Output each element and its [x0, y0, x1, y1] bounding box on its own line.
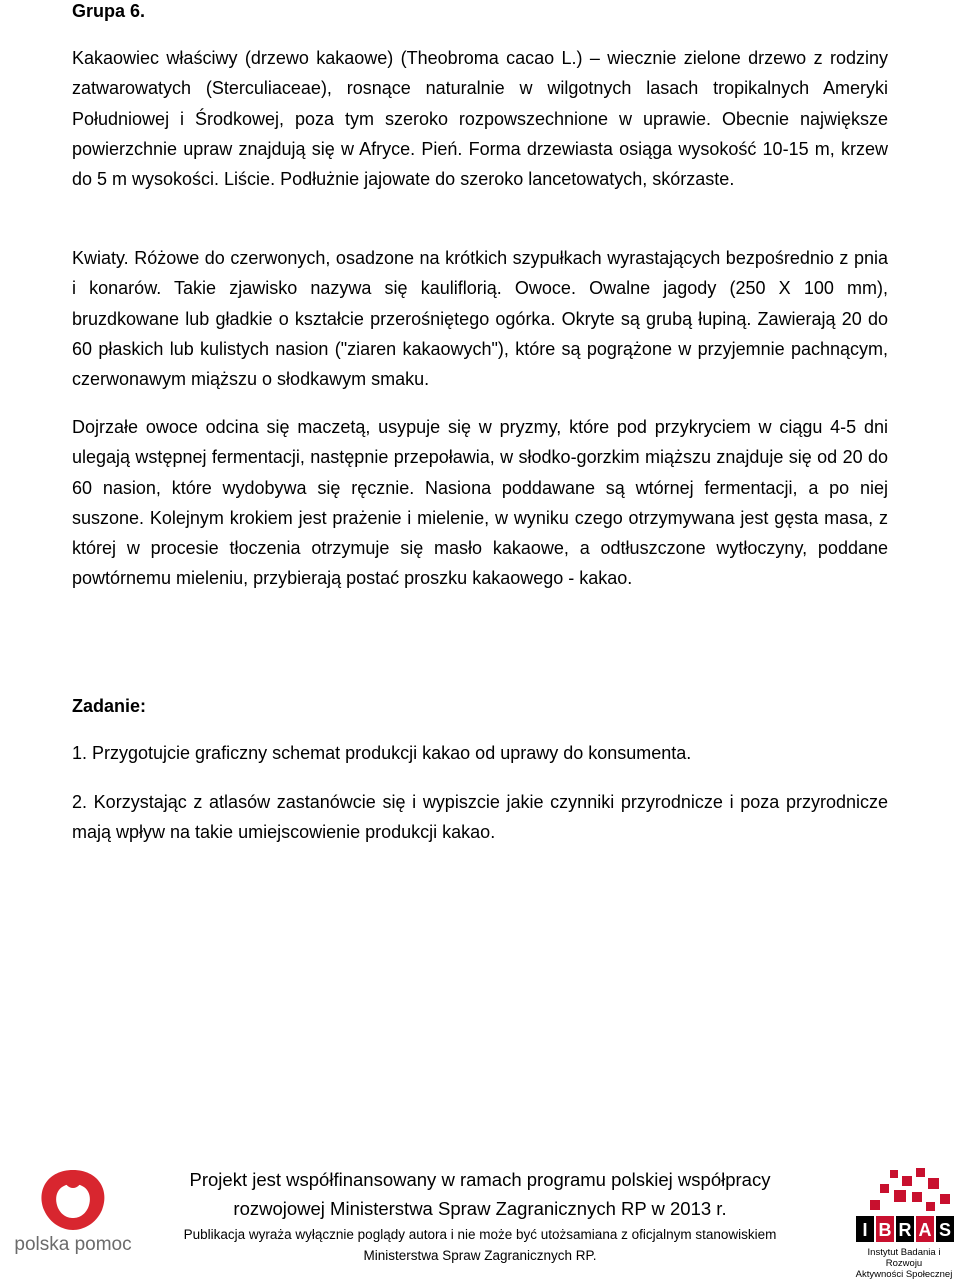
footer-line-1: Projekt jest współfinansowany w ramach programu polskiej współpracy	[189, 1169, 771, 1190]
ibras-letter-i: I	[862, 1220, 868, 1240]
paragraph-cacao-description: Kakaowiec właściwy (drzewo kakaowe) (Theobroma cacao L.) – wiecznie zielone drzewo z rodziny zatwarowatych (Sterculiaceae), rosnące naturalnie w wilgotnych lasach tropikalnych Ameryki Południowej i Środkowej, poza tym szeroko rozpowszechnione w uprawie. Obecnie największe powierzchnie upraw znajdują się w Afryce. Pień. Forma drzewiasta osiąga wysokość 10-15 m, krzew do 5 m wysokości. Liście. Podłużnie jajowate do szeroko lancetowatych, skórzaste.	[72, 48, 888, 190]
ibras-logo	[850, 1168, 958, 1280]
footer-line-2: rozwojowej Ministerstwa Spraw Zagranicznych RP w 2013 r.	[233, 1198, 727, 1219]
ibras-letter-b: B	[878, 1220, 892, 1240]
task-item-2: 2. Korzystając z atlasów zastanówcie się i wypiszcie jakie czynniki przyrodnicze i poza przyrodnicze mają wpływ na takie umiejscowienie produkcji kakao.	[72, 792, 888, 843]
task-heading: Zadanie:	[72, 696, 147, 716]
paragraph-flowers-fruits: Kwiaty. Różowe do czerwonych, osadzone na krótkich szypułkach wyrastających bezpośrednio z pnia i konarów. Takie zjawisko nazywa się kauliflorią. Owoce. Owalne jagody (250 X 100 mm), bruzdkowane lub gładkie o kształcie przerośniętego ogórka. Okryte są grubą łupiną. Zawierają 20 do 60 płaskich lub kulistych nasion ("ziaren kakaowych"), które są pogrążone w przyjemnie pachnącym, czerwonawym miąższu o słodkawym smaku.	[72, 248, 888, 390]
paragraph-processing: Dojrzałe owoce odcina się maczetą, usypuje się w pryzmy, które pod przykryciem w ciągu 4-5 dni ulegają wstępnej fermentacji, następnie przepoławia, w słodko-gorzkim miąższu znajduje się od 20 do 60 nasion, które wydobywa się ręcznie. Nasiona poddawane są wtórnej fermentacji, a po niej suszone. Kolejnym krokiem jest prażenie i mielenie, w wyniku czego otrzymywana jest gęsta masa, z której w procesie tłoczenia otrzymuje się masło kakaowe, a odtłuszczone wytłoczyny, poddane powtórnemu mieleniu, przybierają postać proszku kakaowego - kakao.	[72, 417, 888, 589]
group-heading: Grupa 6.	[72, 1, 146, 21]
ibras-caption-line-2: Aktywności Społecznej	[855, 1269, 953, 1280]
polska-pomoc-emblem-icon	[8, 1160, 138, 1240]
footer-cofinancing-notice	[160, 1165, 800, 1223]
footer-small-line-2: Ministerstwa Spraw Zagranicznych RP.	[363, 1248, 597, 1263]
task-item-1: 1. Przygotujcie graficzny schemat produkcji kakao od uprawy do konsumenta.	[72, 743, 692, 763]
ibras-letter-a: A	[918, 1220, 932, 1240]
footer-small-line-1: Publikacja wyraża wyłącznie poglądy autora i nie może być utożsamiana z oficjalnym stanowiskiem	[183, 1227, 777, 1242]
ibras-letter-r: R	[898, 1220, 912, 1240]
ibras-letter-s: S	[938, 1220, 951, 1240]
ibras-caption-line-1: Instytut Badania i Rozwoju	[867, 1247, 941, 1269]
footer-disclaimer	[160, 1224, 800, 1266]
ibras-caption	[850, 1247, 958, 1280]
polska-pomoc-logo	[8, 1160, 138, 1270]
polska-pomoc-logo-text: polska pomoc	[14, 1234, 132, 1255]
